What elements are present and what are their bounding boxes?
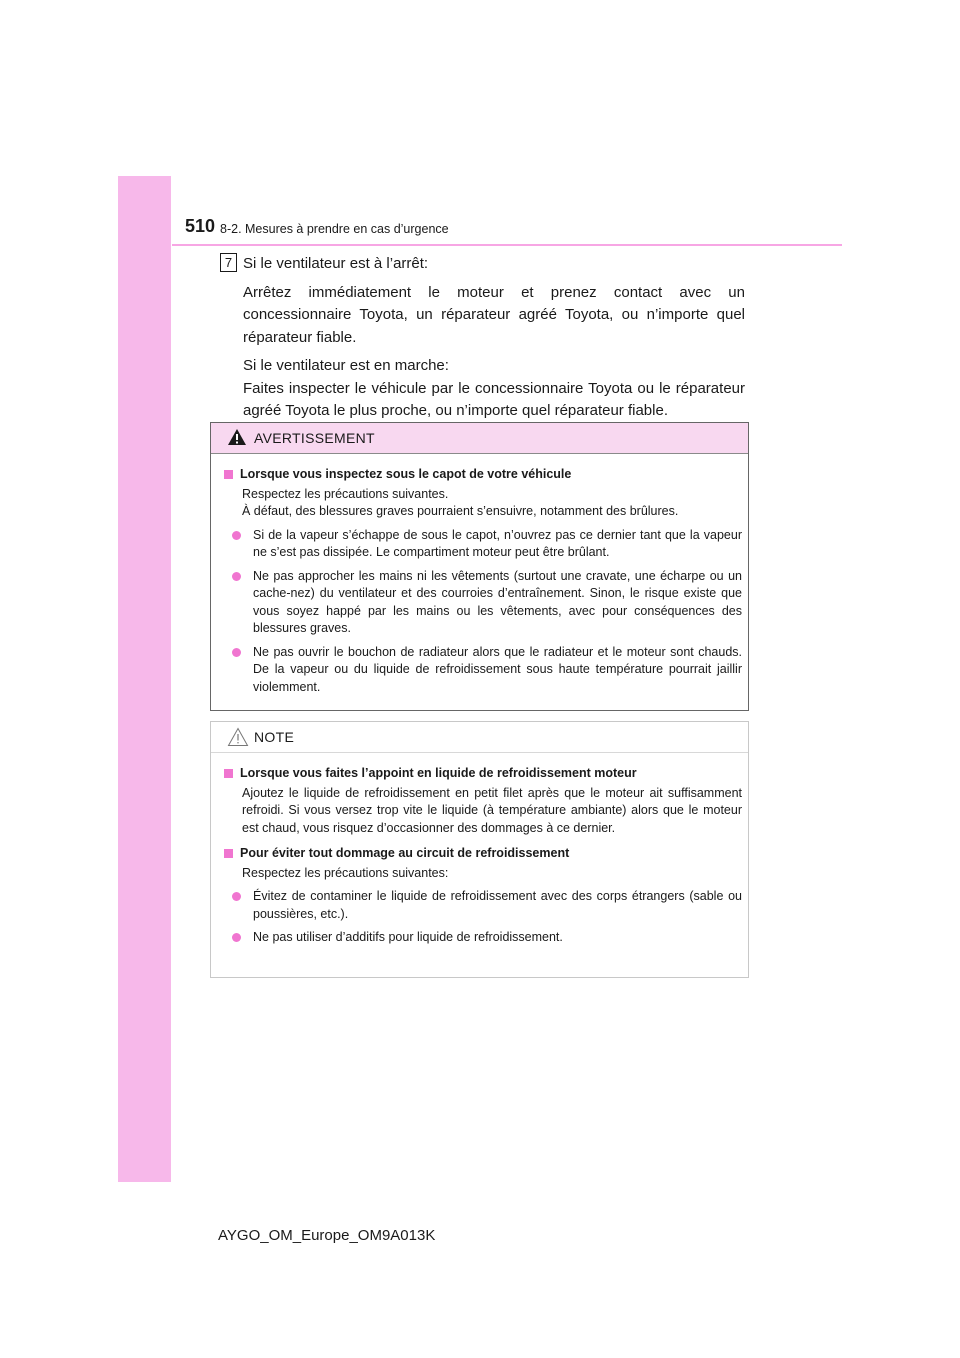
side-tab — [118, 176, 171, 1182]
warning-bullet — [221, 527, 742, 562]
square-bullet-icon — [224, 769, 233, 778]
note-heading-topping-up — [221, 765, 742, 783]
circle-bullet-icon — [232, 933, 241, 942]
note-bullet-text: Ne pas utiliser d’additifs pour liquide de refroidissement. — [253, 930, 563, 944]
warning-bullet-text: Ne pas approcher les mains ni les vêtements (surtout une cravate, une écharpe ou un cache-nez) du ventilateur et des courroies d’entraînement. Sinon, le risque existe que vous soyez happé par les mains ou les vêtements, avec pour conséquences des blessures graves. — [253, 568, 742, 635]
note-heading-text: Lorsque vous faites l’appoint en liquide de refroidissement moteur — [240, 766, 637, 780]
warning-bullet-text: Si de la vapeur s’échappe de sous le capot, n’ouvrez pas ce dernier tant que la vapeur ne s’est pas dissipée. Le compartiment moteur peut être brûlant. — [253, 527, 742, 559]
warning-heading-text: Lorsque vous inspectez sous le capot de votre véhicule — [240, 467, 572, 481]
note-bullet — [221, 888, 742, 923]
note-title: NOTE — [254, 729, 295, 745]
note-header — [211, 722, 748, 753]
step-condition-stopped: Si le ventilateur est à l’arrêt: — [243, 255, 429, 272]
square-bullet-icon — [224, 470, 233, 479]
warning-intro-line: Respectez les précautions suivantes. — [242, 486, 449, 501]
warning-bullet-text: Ne pas ouvrir le bouchon de radiateur alors que le radiateur et le moteur sont chauds. De la vapeur ou du liquide de refroidissement sous haute température pourrait jaillir violemment. — [253, 644, 742, 694]
page-number: 510 — [185, 216, 216, 236]
step-body — [243, 253, 745, 423]
warning-title: AVERTISSEMENT — [254, 430, 375, 446]
step-action-stopped: Arrêtez immédiatement le moteur et prenez contact avec un concessionnaire Toyota, un réparateur agréé Toyota, ou n’importe quel réparateur fiable. — [243, 283, 745, 346]
circle-bullet-icon — [232, 572, 241, 581]
caution-triangle-icon — [227, 727, 249, 747]
note-bullet-text: Évitez de contaminer le liquide de refroidissement avec des corps étrangers (sable ou poussières, etc.). — [253, 889, 742, 921]
document-code: AYGO_OM_Europe_OM9A013K — [218, 1227, 436, 1244]
note-text: Respectez les précautions suivantes: — [242, 865, 449, 880]
note-text: Ajoutez le liquide de refroidissement en petit filet après que le moteur ait suffisamment refroidi. Si vous versez trop vite le liquide (à température ambiante) alors que le moteur est chaud, vous risquez d’occasionner des dommages à ce dernier. — [242, 785, 742, 835]
square-bullet-icon — [224, 849, 233, 858]
step-action-running: Faites inspecter le véhicule par le concessionnaire Toyota ou le réparateur agréé Toyota le plus proche, ou n’importe quel réparateur fiable. — [243, 379, 745, 419]
note-heading-cooling-system — [221, 845, 742, 863]
warning-triangle-icon — [227, 428, 247, 446]
section-title: 8-2. Mesures à prendre en cas d’urgence — [220, 222, 449, 236]
circle-bullet-icon — [232, 648, 241, 657]
step-condition-running: Si le ventilateur est en marche: — [243, 357, 449, 374]
note-body — [211, 753, 748, 947]
note-heading-text: Pour éviter tout dommage au circuit de refroidissement — [240, 846, 570, 860]
warning-intro-line: À défaut, des blessures graves pourraient s’ensuivre, notamment des brûlures. — [242, 504, 679, 518]
warning-bullet — [221, 644, 742, 697]
circle-bullet-icon — [232, 531, 241, 540]
step-number: 7 — [220, 253, 237, 272]
circle-bullet-icon — [232, 892, 241, 901]
note-bullet — [221, 929, 742, 947]
warning-bullet — [221, 568, 742, 638]
warning-intro — [221, 486, 742, 521]
warning-heading — [221, 466, 742, 484]
warning-box — [210, 422, 749, 711]
header-divider — [172, 244, 842, 246]
warning-body — [211, 454, 748, 696]
note-box — [210, 721, 749, 978]
warning-header — [211, 423, 748, 454]
